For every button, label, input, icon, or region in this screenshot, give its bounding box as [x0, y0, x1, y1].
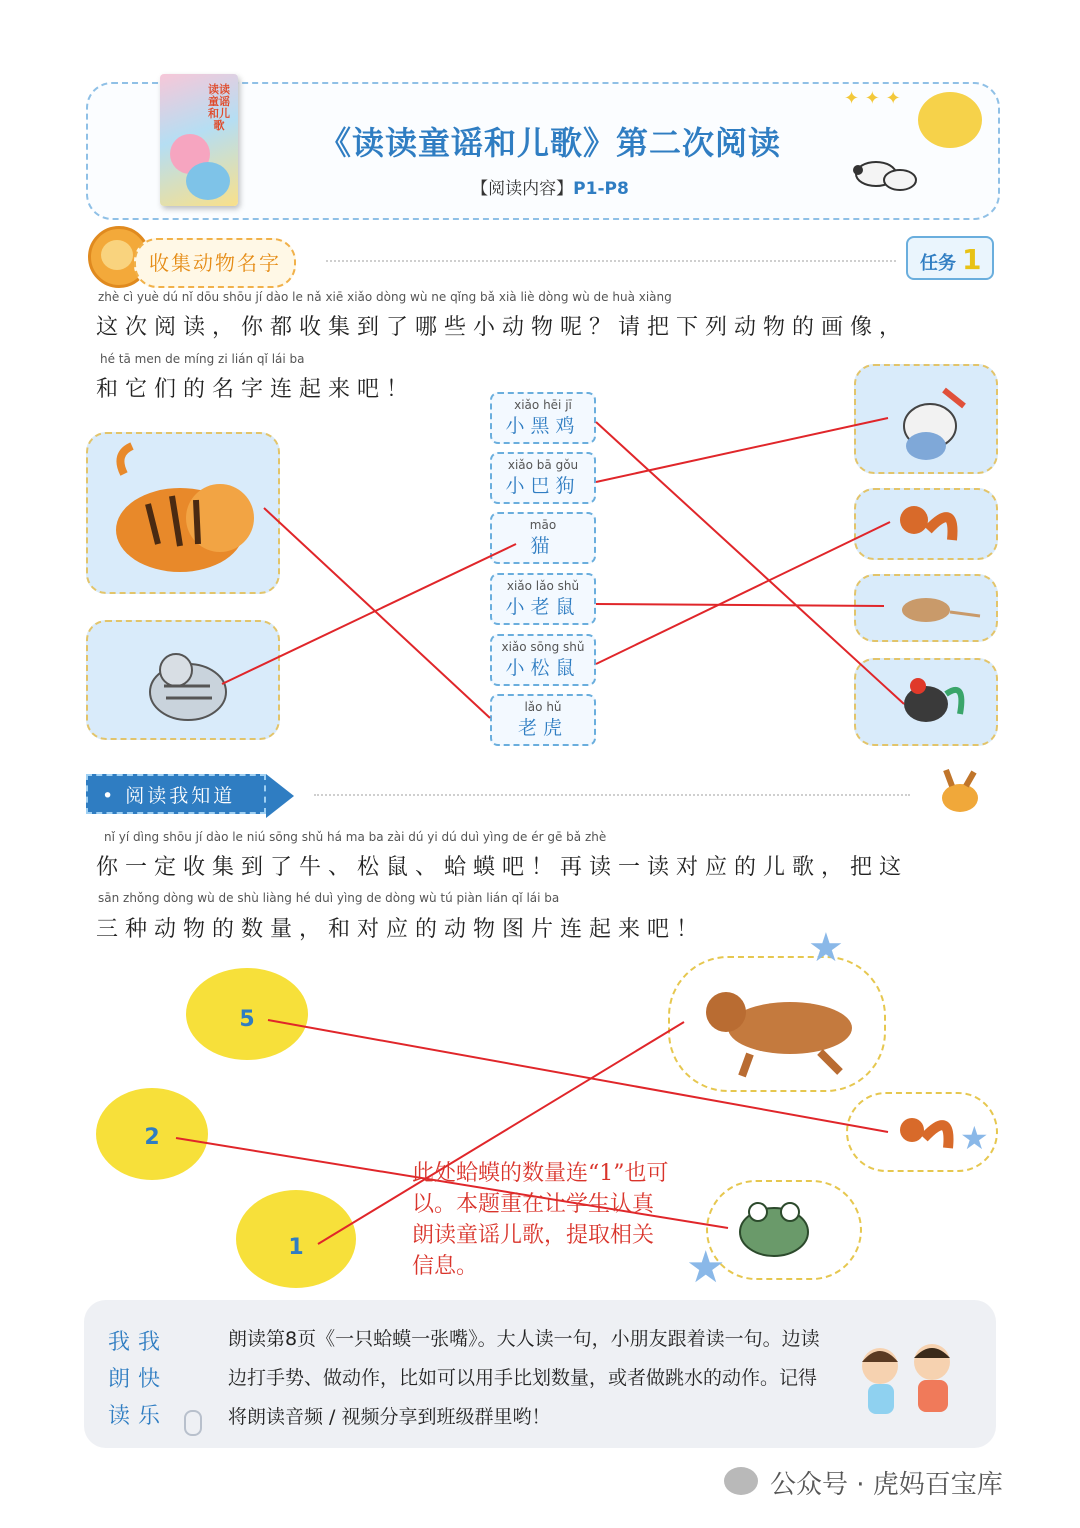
footer-side-char: 朗	[108, 1367, 139, 1392]
instruction-text: 三种动物的数量，和对应的动物图片连起来吧！	[96, 917, 706, 942]
name-chars: 小黑鸡	[505, 415, 581, 437]
instruction-pinyin: sān zhǒng dòng wù de shù liàng hé duì yìng de dòng wù tú piàn lián qǐ lái ba	[98, 891, 560, 905]
name-pinyin: xiǎo bā gǒu	[507, 458, 579, 472]
instruction-pinyin: zhè cì yuè dú nǐ dōu shōu jí dào le nǎ xiē xiǎo dòng wù ne qǐng bǎ xià liè dòng wù de huà xiàng	[98, 290, 672, 304]
instruction-text: 你一定收集到了牛、松鼠、蛤蟆吧！再读一读对应的儿歌，把这	[96, 855, 909, 880]
name-chars: 小老鼠	[505, 596, 581, 618]
instruction-text: 和它们的名字连起来吧！	[96, 377, 416, 402]
task-number: 1	[962, 243, 982, 276]
cloud-number: 1	[288, 1235, 304, 1260]
instruction-text: 这次阅读，你都收集到了哪些小动物呢？请把下列动物的画像，	[96, 315, 909, 340]
section-tag-reading: • 阅读我知道	[86, 774, 266, 814]
book-cover-title: 读读童谣和儿歌	[208, 83, 230, 132]
name-pinyin: māo	[529, 518, 557, 532]
footer-side-char: 快	[138, 1367, 169, 1392]
footer-side-char: 我	[138, 1330, 169, 1355]
name-chars: 小巴狗	[505, 475, 581, 497]
footer-side-label	[108, 1324, 172, 1435]
instruction-pinyin: hé tā men de míng zi lián qǐ lái ba	[100, 352, 305, 366]
name-pinyin: lǎo hǔ	[524, 700, 562, 714]
watermark: 公众号 · 虎妈百宝库	[770, 1470, 1003, 1500]
teacher-note: 此处蛤蟆的数量连“1”也可以。本题重在让学生认真朗读童谣儿歌，提取相关信息。	[412, 1161, 669, 1279]
star-decoration: ★	[960, 1119, 989, 1157]
section-tag-collect-names: 收集动物名字	[134, 238, 296, 288]
page-title: 《读读童谣和儿歌》第二次阅读	[318, 124, 781, 162]
star-decoration: ✦ ✦ ✦	[844, 88, 901, 109]
name-pinyin: xiǎo sōng shǔ	[501, 640, 585, 654]
name-chars: 猫	[530, 535, 556, 557]
footer-instructions: 朗读第8页《一只蛤蟆一张嘴》。大人读一句，小朋友跟着读一句。边读边打手势、做动作，比如可以用手比划数量，或者做跳水的动作。记得将朗读音频 / 视频分享到班级群里哟！	[228, 1328, 820, 1428]
name-chars: 老虎	[517, 717, 568, 739]
footer-side-char: 乐	[138, 1404, 169, 1429]
answer-line	[268, 1020, 888, 1132]
microphone-icon	[184, 1410, 202, 1436]
footer-side-char: 我	[108, 1330, 139, 1355]
cloud-number: 2	[144, 1125, 160, 1150]
section-tag-reading-label: 阅读我知道	[125, 785, 236, 807]
star-decoration: ★	[686, 1242, 726, 1293]
kids-illustration	[840, 1336, 970, 1436]
star-decoration: ★	[808, 925, 844, 971]
cloud-number: 5	[239, 1007, 255, 1032]
reading-range: P1-P8	[573, 179, 629, 199]
name-pinyin: xiǎo lǎo shǔ	[506, 579, 580, 593]
instruction-pinyin: nǐ yí dìng shōu jí dào le niú sōng shǔ há ma ba zài dú yi dú duì yìng de ér gē bǎ zhè	[104, 830, 607, 844]
name-pinyin: xiǎo hēi jī	[514, 398, 572, 412]
reading-label: 【阅读内容】	[471, 179, 574, 199]
task-label: 任务	[920, 253, 956, 274]
footer-side-char: 读	[108, 1404, 139, 1429]
name-chars: 小松鼠	[505, 657, 581, 679]
wechat-logo-icon	[724, 1467, 758, 1495]
